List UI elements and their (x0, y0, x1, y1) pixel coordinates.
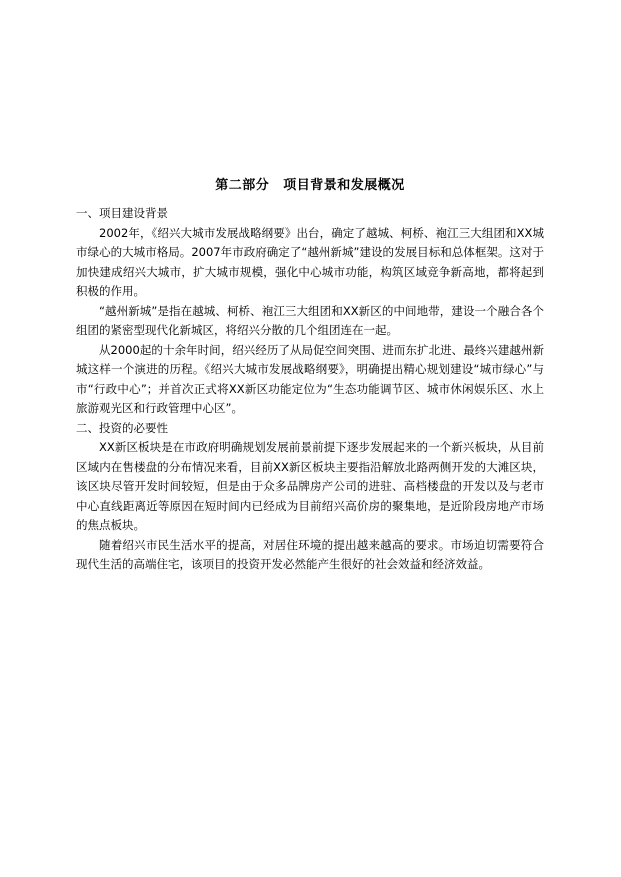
section-project-background (76, 204, 544, 419)
page-title (76, 176, 544, 196)
paragraph: 2002年，《绍兴大城市发展战略纲要》出台，确定了越城、柯桥、袍江三大组团和XX城市绿心的大城市格局。2007年市政府确定了“越州新城”建设的发展目标和总体框架。这对于加快建成绍兴大城市，扩大城市规模，强化中心城市功能，构筑区域竞争新高地，都将起到积极的作用。 (76, 225, 544, 298)
section-investment-necessity (76, 419, 544, 575)
title-text: 项目背景和发展概况 (283, 178, 405, 193)
title-part: 第二部分 (215, 178, 270, 193)
paragraph: 从2000起的十余年时间，绍兴经历了从局促空间突围、进而东扩北进、最终兴建越州新城这样一个演进的历程。《绍兴大城市发展战略纲要》，明确提出精心规划建设“城市绿心”与市“行政中心”；并首次正式将XX新区功能定位为“生态功能调节区、城市休闲娱乐区、水上旅游观光区和行政管理中心区”。 (76, 342, 544, 415)
paragraph: XX新区板块是在市政府明确规划发展前景前提下逐步发展起来的一个新兴板块，从目前区域内在售楼盘的分布情况来看，目前XX新区板块主要指沿解放北路两侧开发的大滩区块，该区块尽管开发时间较短，但是由于众多品牌房产公司的进驻、高档楼盘的开发以及与老市中心直线距离近等原因在短时间内已经成为目前绍兴高价房的聚集地，是近阶段房地产市场的焦点板块。 (76, 440, 544, 532)
paragraph: “越州新城”是指在越城、柯桥、袍江三大组团和XX新区的中间地带，建设一个融合各个组团的紧密型现代化新城区，将绍兴分散的几个组团连在一起。 (76, 303, 544, 337)
section-heading: 一、项目建设背景 (76, 206, 168, 220)
section-heading: 二、投资的必要性 (76, 420, 168, 435)
document-body (76, 176, 544, 575)
paragraph: 随着绍兴市民生活水平的提高，对居住环境的提出越来越高的要求。市场迫切需要符合现代生活的高端住宅，该项目的投资开发必然能产生很好的社会效益和经济效益。 (76, 537, 544, 571)
